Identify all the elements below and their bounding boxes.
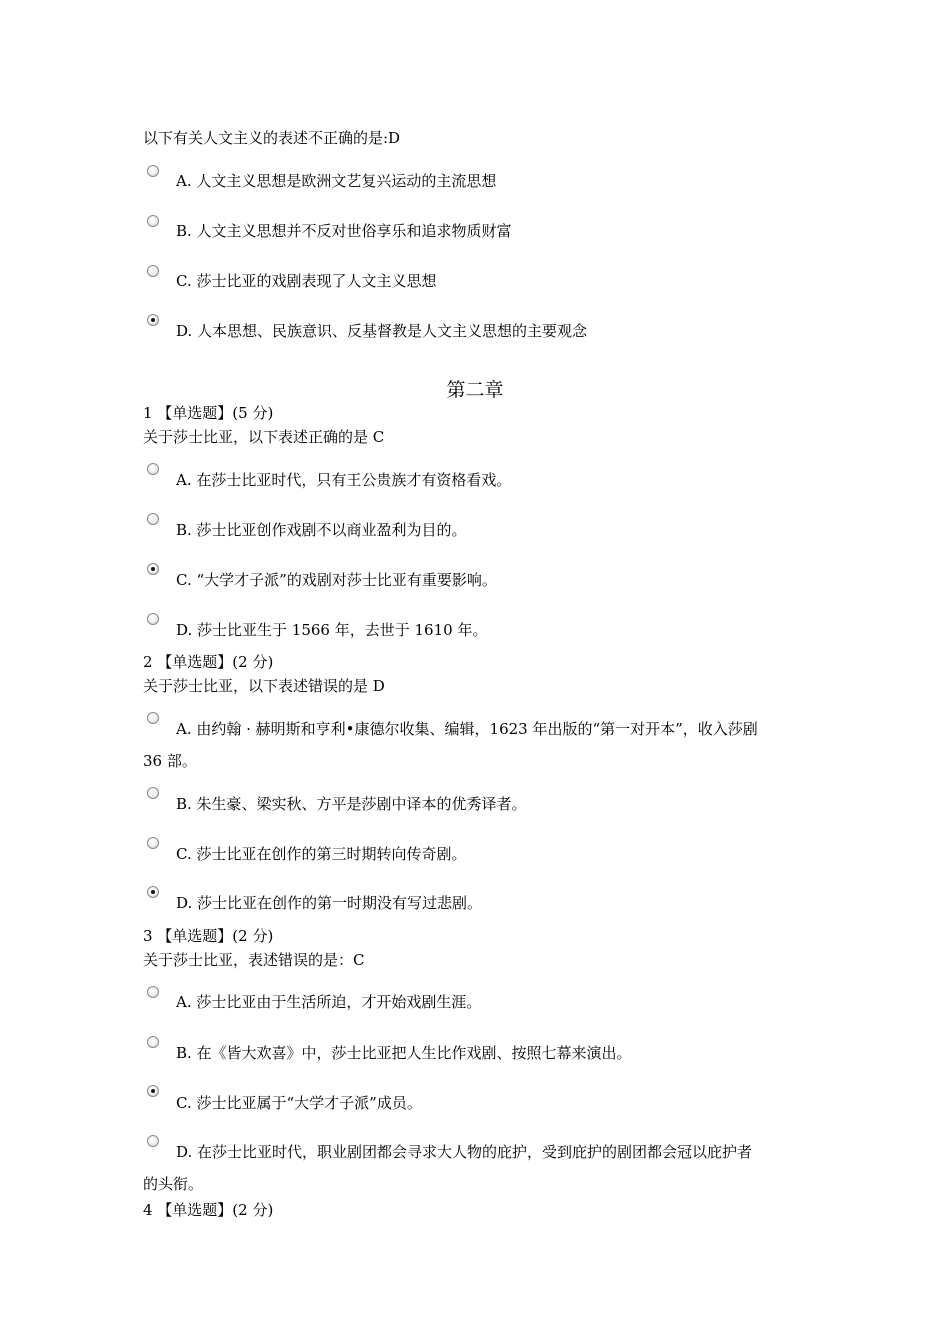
q3-option-b-radio[interactable] [147,1036,159,1048]
q2-option-d-radio[interactable] [147,886,159,898]
intro-option-b-label: B. 人文主义思想并不反对世俗享乐和追求物质财富 [176,222,512,240]
intro-question-stem: 以下有关人文主义的表述不正确的是:D [143,129,401,147]
question-4-header: 4 【单选题】(2 分) [143,1201,274,1219]
intro-option-c-label: C. 莎士比亚的戏剧表现了人文主义思想 [176,272,437,290]
q3-option-c-label: C. 莎士比亚属于“大学才子派”成员。 [176,1094,422,1112]
q2-option-c-radio[interactable] [147,837,159,849]
q2-option-c-label: C. 莎士比亚在创作的第三时期转向传奇剧。 [176,845,467,863]
question-3-header: 3 【单选题】(2 分) [143,927,274,945]
q2-option-d-label: D. 莎士比亚在创作的第一时期没有写过悲剧。 [176,894,483,912]
intro-option-c-radio[interactable] [147,265,159,277]
intro-option-a-radio[interactable] [147,165,159,177]
intro-option-a-label: A. 人文主义思想是欧洲文艺复兴运动的主流思想 [176,172,497,190]
q1-option-c-label: C. “大学才子派”的戏剧对莎士比亚有重要影响。 [176,571,497,589]
q2-option-a-label: A. 由约翰 · 赫明斯和亨利•康德尔收集、编辑，1623 年出版的“第一对开本”，收入莎剧 [176,720,758,738]
q2-option-b-radio[interactable] [147,787,159,799]
q3-option-d-radio[interactable] [147,1135,159,1147]
intro-option-b-radio[interactable] [147,215,159,227]
q2-option-a-label-continued: 36 部。 [143,752,197,770]
q3-option-a-label: A. 莎士比亚由于生活所迫，才开始戏剧生涯。 [176,993,482,1011]
q1-option-d-radio[interactable] [147,613,159,625]
question-3-stem: 关于莎士比亚，表述错误的是：C [143,951,365,969]
q1-option-c-radio[interactable] [147,563,159,575]
q3-option-b-label: B. 在《皆大欢喜》中，莎士比亚把人生比作戏剧、按照七幕来演出。 [176,1044,632,1062]
q3-option-d-label: D. 在莎士比亚时代，职业剧团都会寻求大人物的庇护，受到庇护的剧团都会冠以庇护者 [176,1143,753,1161]
q1-option-b-label: B. 莎士比亚创作戏剧不以商业盈利为目的。 [176,521,467,539]
question-2-stem: 关于莎士比亚，以下表述错误的是 D [143,677,385,695]
question-1-header: 1 【单选题】(5 分) [143,404,274,422]
q1-option-a-radio[interactable] [147,463,159,475]
intro-option-d-radio[interactable] [147,314,159,326]
q3-option-a-radio[interactable] [147,986,159,998]
q1-option-a-label: A. 在莎士比亚时代，只有王公贵族才有资格看戏。 [176,471,512,489]
q1-option-d-label: D. 莎士比亚生于 1566 年，去世于 1610 年。 [176,621,488,639]
chapter-title: 第二章 [446,379,504,401]
q1-option-b-radio[interactable] [147,513,159,525]
q3-option-c-radio[interactable] [147,1085,159,1097]
q2-option-b-label: B. 朱生豪、梁实秋、方平是莎剧中译本的优秀译者。 [176,795,527,813]
question-2-header: 2 【单选题】(2 分) [143,653,274,671]
intro-option-d-label: D. 人本思想、民族意识、反基督教是人文主义思想的主要观念 [176,322,588,340]
q2-option-a-radio[interactable] [147,712,159,724]
question-1-stem: 关于莎士比亚，以下表述正确的是 C [143,428,385,446]
q3-option-d-label-continued: 的头衔。 [143,1175,204,1193]
